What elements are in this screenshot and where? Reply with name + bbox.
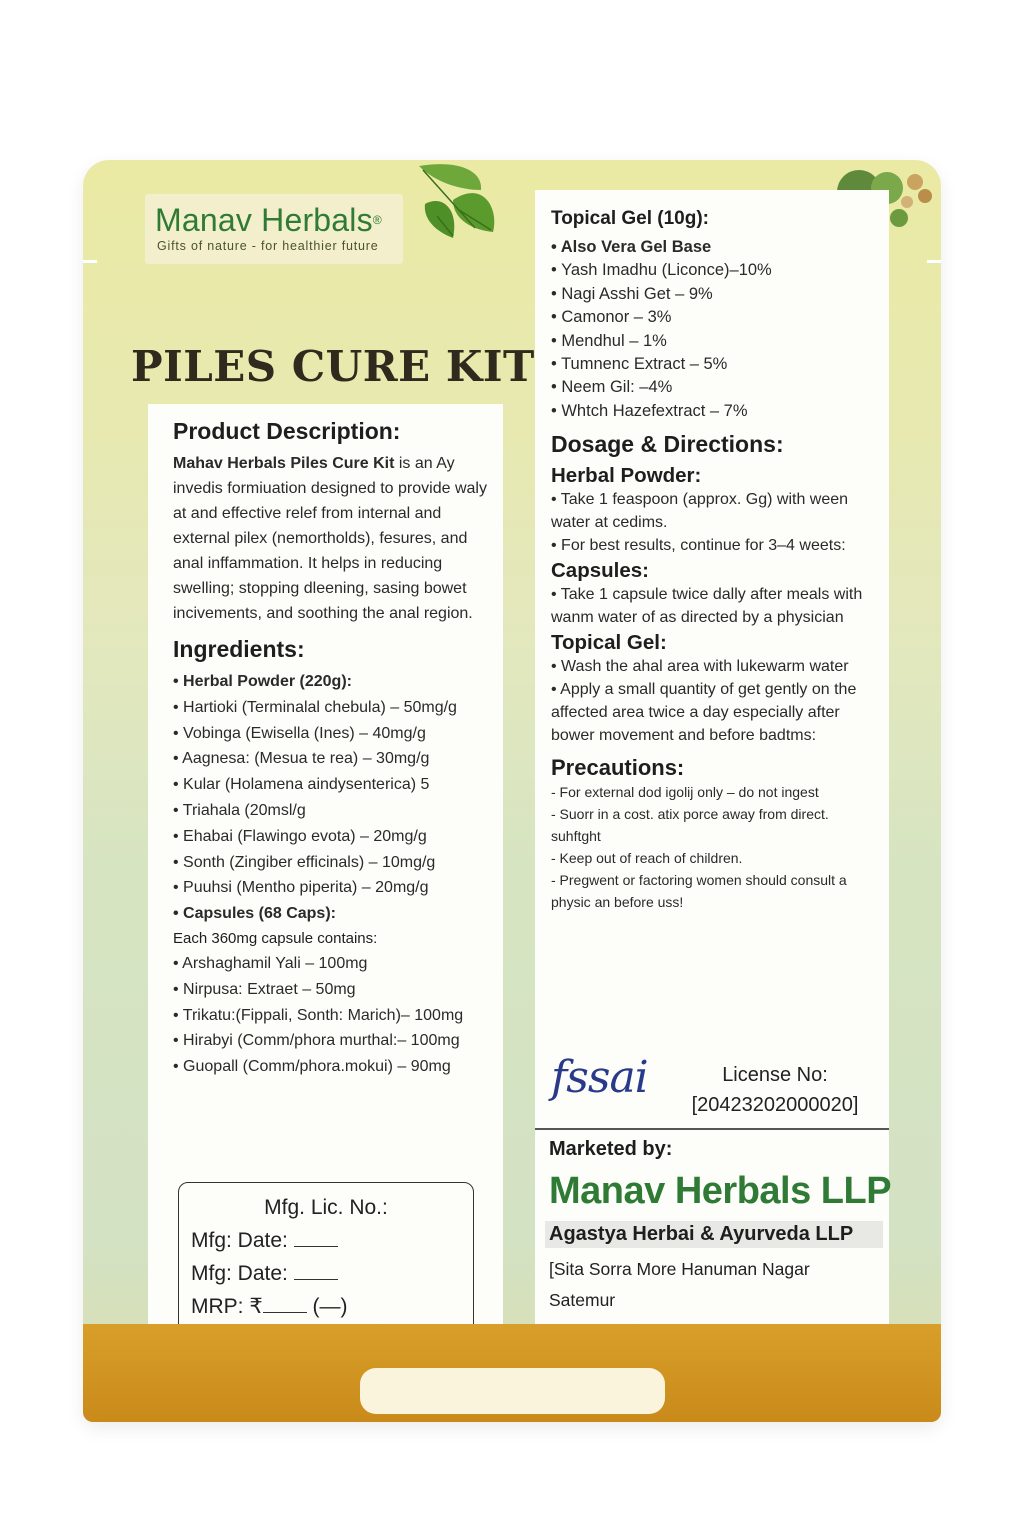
precaution-item: - Keep out of reach of children. <box>551 850 743 867</box>
dosage-step: • Apply a small quantity of get gently on the affected area twice a day especially after bower movement and before badtms: <box>551 681 857 745</box>
product-title: PILES CURE KIT <box>131 342 535 391</box>
leaf-icon <box>413 160 503 250</box>
dosage-step: • Take 1 capsule twice dally after meals with wanm water of as directed by a physician <box>551 586 863 627</box>
company-name: Agastya Herbai & Ayurveda LLP <box>545 1221 883 1248</box>
capsules-title: • Capsules (68 Caps): <box>173 905 336 923</box>
tear-notch-left <box>83 260 97 263</box>
ingredients-list <box>173 669 489 927</box>
precautions-heading: Precautions: <box>551 755 685 781</box>
list-item: • Nagi Asshi Get – 9% <box>551 284 713 303</box>
mrp: MRP: ₹ (—) <box>191 1295 348 1318</box>
list-item: • Also Vera Gel Base <box>551 238 712 256</box>
list-item: • Yash Imadhu (Liconce)–10% <box>551 261 772 280</box>
list-item: • Puuhsi (Mentho piperita) – 20mg/g <box>173 879 429 897</box>
list-item: • Vobinga (Ewisella (Ines) – 40mg/g <box>173 724 426 742</box>
mfg-lic-no: Mfg. Lic. No.: <box>264 1196 388 1219</box>
address-line: [Sita Sorra More Hanuman Nagar <box>549 1259 810 1279</box>
dosage-step: • Take 1 feaspoon (approx. Gg) with ween water at cedims. <box>551 491 849 532</box>
list-item: • Trikatu:(Fippali, Sonth: Marich)– 100mg <box>173 1006 464 1024</box>
license-info <box>685 1060 865 1120</box>
list-item: • Sonth (Zingiber efficinals) – 10mg/g <box>173 853 436 871</box>
brand-name: Manav Herbals® <box>155 202 382 238</box>
right-info-panel <box>535 190 892 1386</box>
dosage-capsules-heading: Capsules: <box>551 559 649 583</box>
marketer-brand: Manav Herbals LLP <box>549 1170 892 1212</box>
mfg-date-1: Mfg: Date: <box>191 1224 461 1257</box>
list-item: • Aagnesa: (Mesua te rea) – 30mg/g <box>173 750 430 768</box>
list-item: • Ehabai (Flawingo evota) – 20mg/g <box>173 827 427 845</box>
product-pouch <box>83 160 941 1422</box>
tear-notch-right <box>927 260 941 263</box>
capsules-note: Each 360mg capsule contains: <box>173 929 378 947</box>
mfg-date-2: Mfg: Date: <box>191 1257 461 1290</box>
list-item: • Arshaghamil Yali – 100mg <box>173 954 368 972</box>
list-item: • Camonor – 3% <box>551 308 672 327</box>
list-item: • Kular (Holamena aindysenterica) 5 <box>173 776 430 794</box>
dosage-gel-heading: Topical Gel: <box>551 631 667 655</box>
pouch-bottom-band <box>83 1324 941 1422</box>
list-item: • Triahala (20msl/g <box>173 801 306 819</box>
capsules-list <box>173 951 489 1080</box>
topical-gel-list <box>551 236 875 423</box>
list-item: • Nirpusa: Extraet – 50mg <box>173 980 356 998</box>
list-item: • Hirabyi (Comm/phora murthal:– 100mg <box>173 1032 460 1050</box>
precaution-item: - Suorr in a cost. atix porce away from direct. suhftght <box>551 806 829 845</box>
left-info-panel <box>148 404 503 1360</box>
license-number: [20423202000020] <box>691 1094 859 1116</box>
precaution-item: - For external dod igolij only – do not ingest <box>551 784 819 801</box>
fssai-logo: fssai <box>551 1052 648 1103</box>
list-item: • Whtch Hazefextract – 7% <box>551 401 748 420</box>
brand-tagline: Gifts of nature - for healthier future <box>157 239 379 253</box>
dosage-step: • Wash the ahal area with lukewarm water <box>551 658 849 676</box>
brand-logo <box>145 194 403 264</box>
list-item: • Guopall (Comm/phora.mokui) – 90mg <box>173 1058 451 1076</box>
license-label: License No: <box>722 1064 828 1086</box>
description-heading: Product Description: <box>173 418 401 444</box>
list-item: • Neem Gil: –4% <box>551 378 673 397</box>
address-line: Satemur <box>549 1290 616 1310</box>
description-text: Mahav Herbals Piles Cure Kit is an Ay invedis formiuation designed to provide waly at and effective relef from internal and external pilex (nemortholds), fesures, and anal inffammation. It helps in reducing swelling; stopping dleening, sasing bowet incivements, and soothing the anal region. <box>173 455 487 622</box>
dosage-powder-heading: Herbal Powder: <box>551 464 702 488</box>
ingredients-heading: Ingredients: <box>173 636 305 662</box>
divider <box>535 1128 889 1130</box>
list-item: • Tumnenc Extract – 5% <box>551 355 728 374</box>
precaution-item: - Pregwent or factoring women should consult a physic an before uss! <box>551 872 847 911</box>
dosage-step: • For best results, continue for 3–4 weets: <box>551 537 846 555</box>
list-item: • Hartioki (Terminalal chebula) – 50mg/g <box>173 698 457 716</box>
list-item: • Mendhul – 1% <box>551 331 667 350</box>
dosage-heading: Dosage & Directions: <box>551 431 784 458</box>
marketed-by-heading: Marketed by: <box>549 1138 673 1160</box>
fssai-section <box>551 1052 871 1122</box>
label-tab <box>360 1368 665 1414</box>
topical-gel-heading: Topical Gel (10g): <box>551 208 710 229</box>
herbal-powder-title: • Herbal Powder (220g): <box>173 673 352 690</box>
